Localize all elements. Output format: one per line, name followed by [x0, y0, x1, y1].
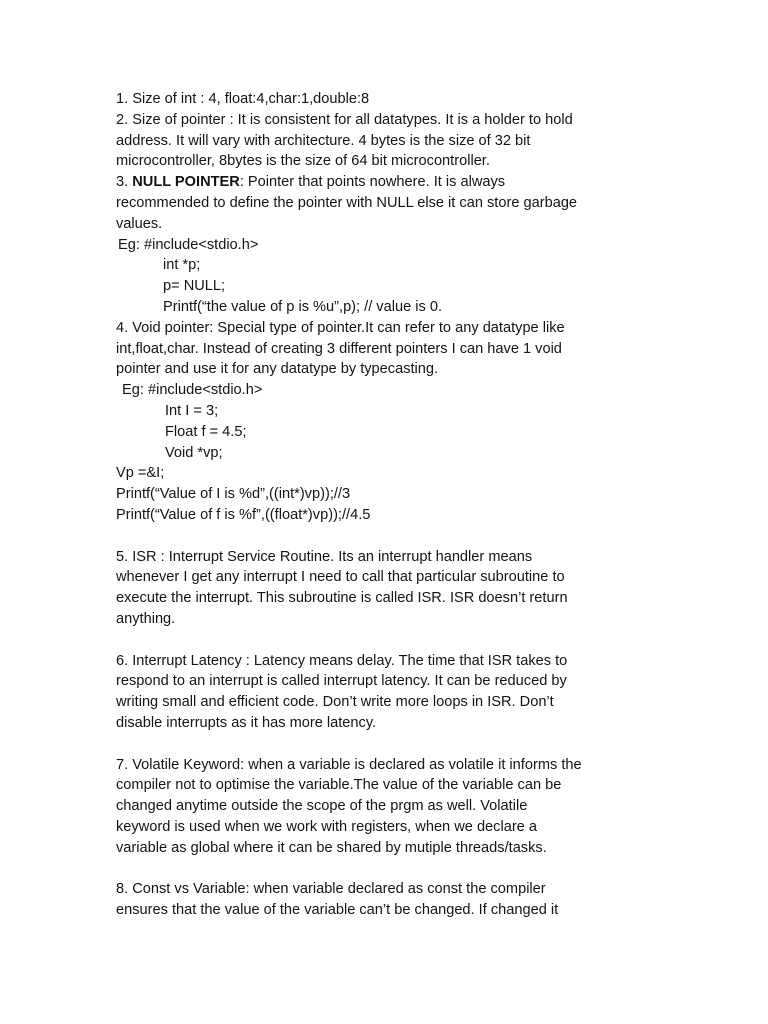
document-page — [116, 89, 652, 921]
item-5-line-2: whenever I get any interrupt I need to call that particular subroutine to — [116, 569, 565, 586]
item-4-code-line-3: Float f = 4.5; — [165, 423, 247, 440]
item-4-line-1: 4. Void pointer: Special type of pointer.It can refer to any datatype like — [116, 319, 565, 336]
item-7-line-2: compiler not to optimise the variable.The value of the variable can be — [116, 777, 562, 794]
item-7-line-4: keyword is used when we work with registers, when we declare a — [116, 818, 537, 835]
paragraph-gap — [116, 858, 652, 879]
item-4-code-line-4: Void *vp; — [165, 444, 223, 461]
item-8-line-1: 8. Const vs Variable: when variable declared as const the compiler — [116, 881, 546, 898]
item-4-code-line-1: Eg: #include<stdio.h> — [122, 382, 263, 399]
item-6-line-1: 6. Interrupt Latency : Latency means delay. The time that ISR takes to — [116, 652, 568, 669]
item-3-heading-line — [116, 172, 652, 193]
item-7-line-3: changed anytime outside the scope of the prgm as well. Volatile — [116, 798, 528, 815]
item-4-code-line-7: Printf(“Value of f is %f”,((float*)vp));//4.5 — [116, 506, 371, 523]
item-6-line-2: respond to an interrupt is called interrupt latency. It can be reduced by — [116, 673, 567, 690]
item-6-line-4: disable interrupts as it has more latency. — [116, 714, 377, 731]
item-4-code-line-6: Printf(“Value of I is %d”,((int*)vp));//3 — [116, 486, 351, 503]
item-3-code-line-3: p= NULL; — [163, 278, 226, 295]
item-5-line-1: 5. ISR : Interrupt Service Routine. Its an interrupt handler means — [116, 548, 533, 565]
item-3-line-2: recommended to define the pointer with NULL else it can store garbage — [116, 194, 578, 211]
item-2-line-2: address. It will vary with architecture. 4 bytes is the size of 32 bit — [116, 132, 531, 149]
item-3-code-line-4: Printf(“the value of p is %u”,p); // value is 0. — [163, 298, 443, 315]
item-3-code-line-2: int *p; — [163, 257, 201, 274]
item-3-definition: : Pointer that points nowhere. It is always — [239, 174, 506, 191]
item-5-line-4: anything. — [116, 610, 176, 627]
item-4-line-2: int,float,char. Instead of creating 3 different pointers I can have 1 void — [116, 340, 562, 357]
item-3-code-line-1: Eg: #include<stdio.h> — [118, 236, 259, 253]
item-5-line-3: execute the interrupt. This subroutine is called ISR. ISR doesn’t return — [116, 590, 568, 607]
paragraph-gap — [116, 734, 652, 755]
null-pointer-term: NULL POINTER — [132, 174, 240, 191]
item-4-code-line-2: Int I = 3; — [165, 402, 219, 419]
item-4-line-3: pointer and use it for any datatype by typecasting. — [116, 361, 439, 378]
item-1-line: 1. Size of int : 4, float:4,char:1,double:8 — [116, 91, 370, 107]
paragraph-gap — [116, 630, 652, 651]
item-7-line-1: 7. Volatile Keyword: when a variable is declared as volatile it informs the — [116, 756, 582, 773]
item-8-line-2: ensures that the value of the variable can’t be changed. If changed it — [116, 902, 559, 919]
item-7-line-5: variable as global where it can be shared by mutiple threads/tasks. — [116, 839, 547, 856]
item-3-number: 3. — [116, 174, 133, 191]
item-2-line-1: 2. Size of pointer : It is consistent for all datatypes. It is a holder to hold — [116, 111, 573, 128]
item-4-code-line-5: Vp =&I; — [116, 465, 165, 482]
item-2-line-3: microcontroller, 8bytes is the size of 64 bit microcontroller. — [116, 153, 490, 170]
paragraph-gap — [116, 526, 652, 547]
item-6-line-3: writing small and efficient code. Don’t write more loops in ISR. Don’t — [116, 694, 554, 711]
item-3-line-3: values. — [116, 215, 163, 232]
